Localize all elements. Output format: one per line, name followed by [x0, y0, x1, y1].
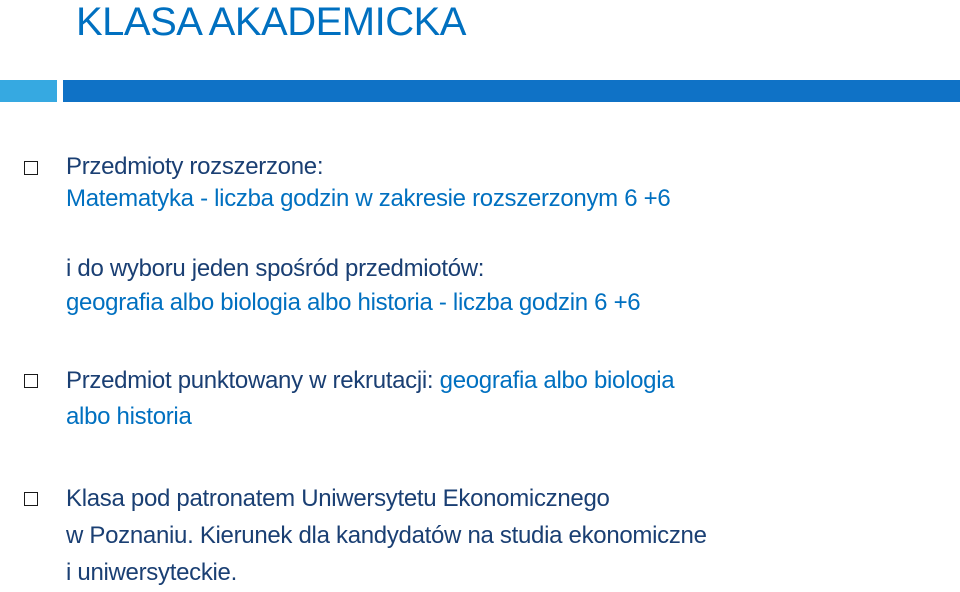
- scored-subject-line: [66, 366, 674, 396]
- math-hours-line: Matematyka - liczba godzin w zakresie rozszerzonym 6 +6: [66, 185, 671, 212]
- patronage-line-3: i uniwersyteckie.: [66, 559, 237, 586]
- patronage-line-2: w Poznaniu. Kierunek dla kandydatów na studia ekonomiczne: [66, 522, 707, 549]
- empty-square-icon: [24, 161, 38, 175]
- accent-bar-main: [63, 80, 960, 102]
- empty-square-icon: [24, 374, 38, 388]
- patronage-line-1: Klasa pod patronatem Uniwersytetu Ekonomicznego: [66, 485, 610, 512]
- page-title: KLASA AKADEMICKA: [76, 0, 466, 44]
- scored-subject-continuation: albo historia: [66, 403, 192, 430]
- scored-subject-highlight: geografia albo biologia: [439, 367, 675, 394]
- empty-square-icon: [24, 492, 38, 506]
- choice-subjects-line: geografia albo biologia albo historia - liczba godzin 6 +6: [66, 289, 641, 316]
- extended-subjects-heading: Przedmioty rozszerzone:: [66, 153, 324, 180]
- choice-intro-line: i do wyboru jeden spośród przedmiotów:: [66, 255, 485, 282]
- accent-bar-left: [0, 80, 57, 102]
- scored-subject-lead: Przedmiot punktowany w rekrutacji:: [66, 367, 440, 394]
